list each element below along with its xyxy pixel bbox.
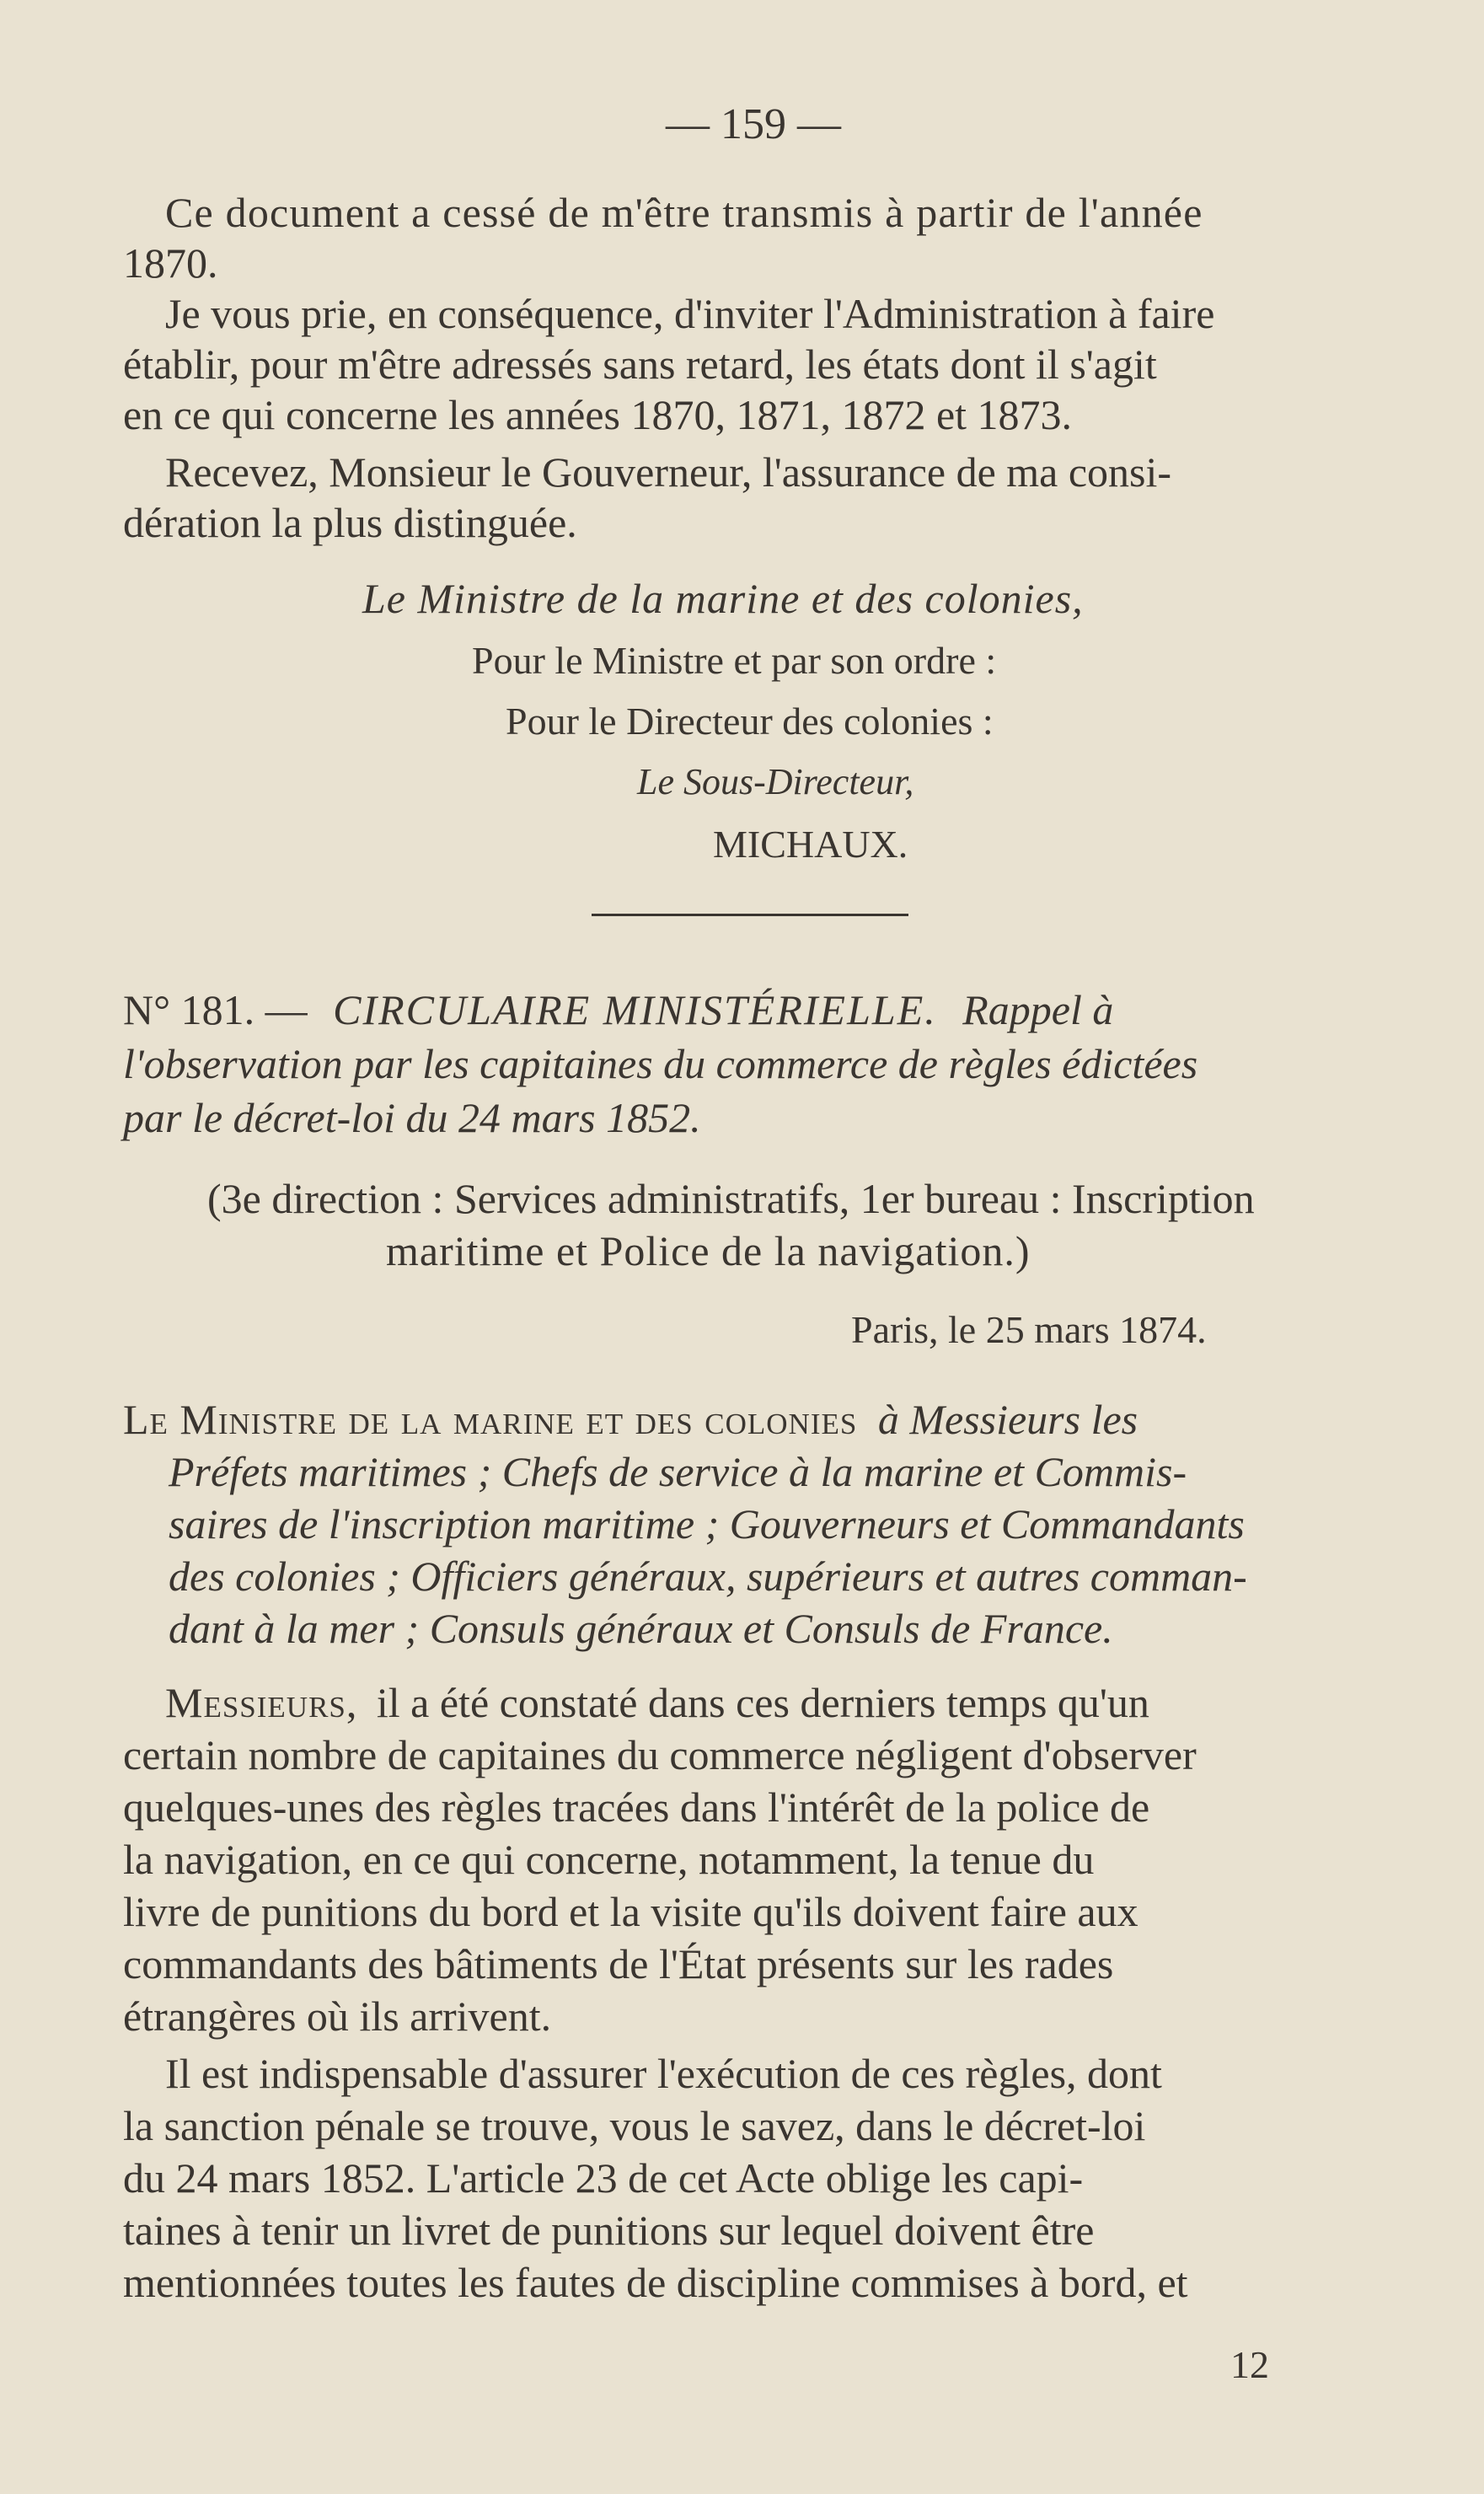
body-line: étrangères où ils arrivent. [123, 1993, 552, 2040]
body-line: quelques-unes des règles tracées dans l'intérêt de la police de [123, 1783, 1150, 1831]
circular-heading: CIRCULAIRE MINISTÉRIELLE. [333, 986, 937, 1033]
circular-number: N° 181. — [123, 986, 308, 1033]
direction-line: maritime et Police de la navigation.) [386, 1227, 1031, 1274]
circular-subject: Rappel à [962, 986, 1114, 1033]
address-line [123, 1394, 1138, 1445]
signature-line: Pour le Directeur des colonies : [506, 700, 994, 743]
body-line: certain nombre de capitaines du commerce négligent d'observer [123, 1731, 1197, 1778]
address-line: saires de l'inscription maritime ; Gouverneurs et Commandants [169, 1500, 1245, 1547]
address-recipients: à Messieurs les [877, 1396, 1138, 1443]
circular-date: Paris, le 25 mars 1874. [851, 1308, 1207, 1351]
signature-mark: 12 [1230, 2343, 1269, 2386]
intro-line: en ce qui concerne les années 1870, 1871, 1872 et 1873. [123, 391, 1073, 438]
salutation: Messieurs, [165, 1679, 358, 1726]
intro-line: établir, pour m'être adressés sans retard, les états dont il s'agit [123, 341, 1157, 388]
intro-line: Je vous prie, en conséquence, d'inviter l'Administration à faire [165, 290, 1215, 337]
body-line: mentionnées toutes les fautes de discipline commises à bord, et [123, 2259, 1188, 2306]
signature-line: Pour le Ministre et par son ordre : [472, 639, 997, 682]
signature-title: Le Ministre de la marine et des colonies, [362, 575, 1084, 622]
direction-line: (3e direction : Services administratifs, 1er bureau : Inscription [207, 1175, 1255, 1222]
body-line: Il est indispensable d'assurer l'exécution de ces règles, dont [165, 2050, 1162, 2097]
body-line: la navigation, en ce qui concerne, notamment, la tenue du [123, 1836, 1095, 1883]
body-text: il a été constaté dans ces derniers temps qu'un [376, 1679, 1149, 1726]
circular-subject: l'observation par les capitaines du commerce de règles édictées [123, 1040, 1198, 1087]
body-line: du 24 mars 1852. L'article 23 de cet Acte oblige les capi- [123, 2154, 1084, 2202]
intro-line: dération la plus distinguée. [123, 499, 577, 546]
address-line: Préfets maritimes ; Chefs de service à la marine et Commis- [169, 1448, 1187, 1495]
address-line: des colonies ; Officiers généraux, supérieurs et autres comman- [169, 1553, 1247, 1600]
circular-heading-line [123, 984, 1113, 1035]
page-number: — 159 — [666, 100, 841, 148]
section-divider [592, 914, 908, 916]
body-line: commandants des bâtiments de l'État présents sur les rades [123, 1940, 1114, 1987]
intro-line: 1870. [123, 239, 218, 287]
body-line: taines à tenir un livret de punitions sur lequel doivent être [123, 2207, 1095, 2254]
address-line: dant à la mer ; Consuls généraux et Consuls de France. [169, 1605, 1113, 1652]
body-line: livre de punitions du bord et la visite qu'ils doivent faire aux [123, 1888, 1138, 1935]
intro-line: Recevez, Monsieur le Gouverneur, l'assurance de ma consi- [165, 448, 1172, 496]
body-line: la sanction pénale se trouve, vous le savez, dans le décret-loi [123, 2102, 1146, 2149]
circular-subject: par le décret-loi du 24 mars 1852. [123, 1094, 701, 1141]
intro-line: Ce document a cessé de m'être transmis à partir de l'année [165, 189, 1203, 236]
body-line [165, 1677, 1149, 1728]
signature-line: Le Sous-Directeur, [637, 761, 914, 802]
address-sender: Le Ministre de la marine et des colonies [123, 1396, 858, 1443]
signature-name: MICHAUX. [713, 823, 908, 866]
